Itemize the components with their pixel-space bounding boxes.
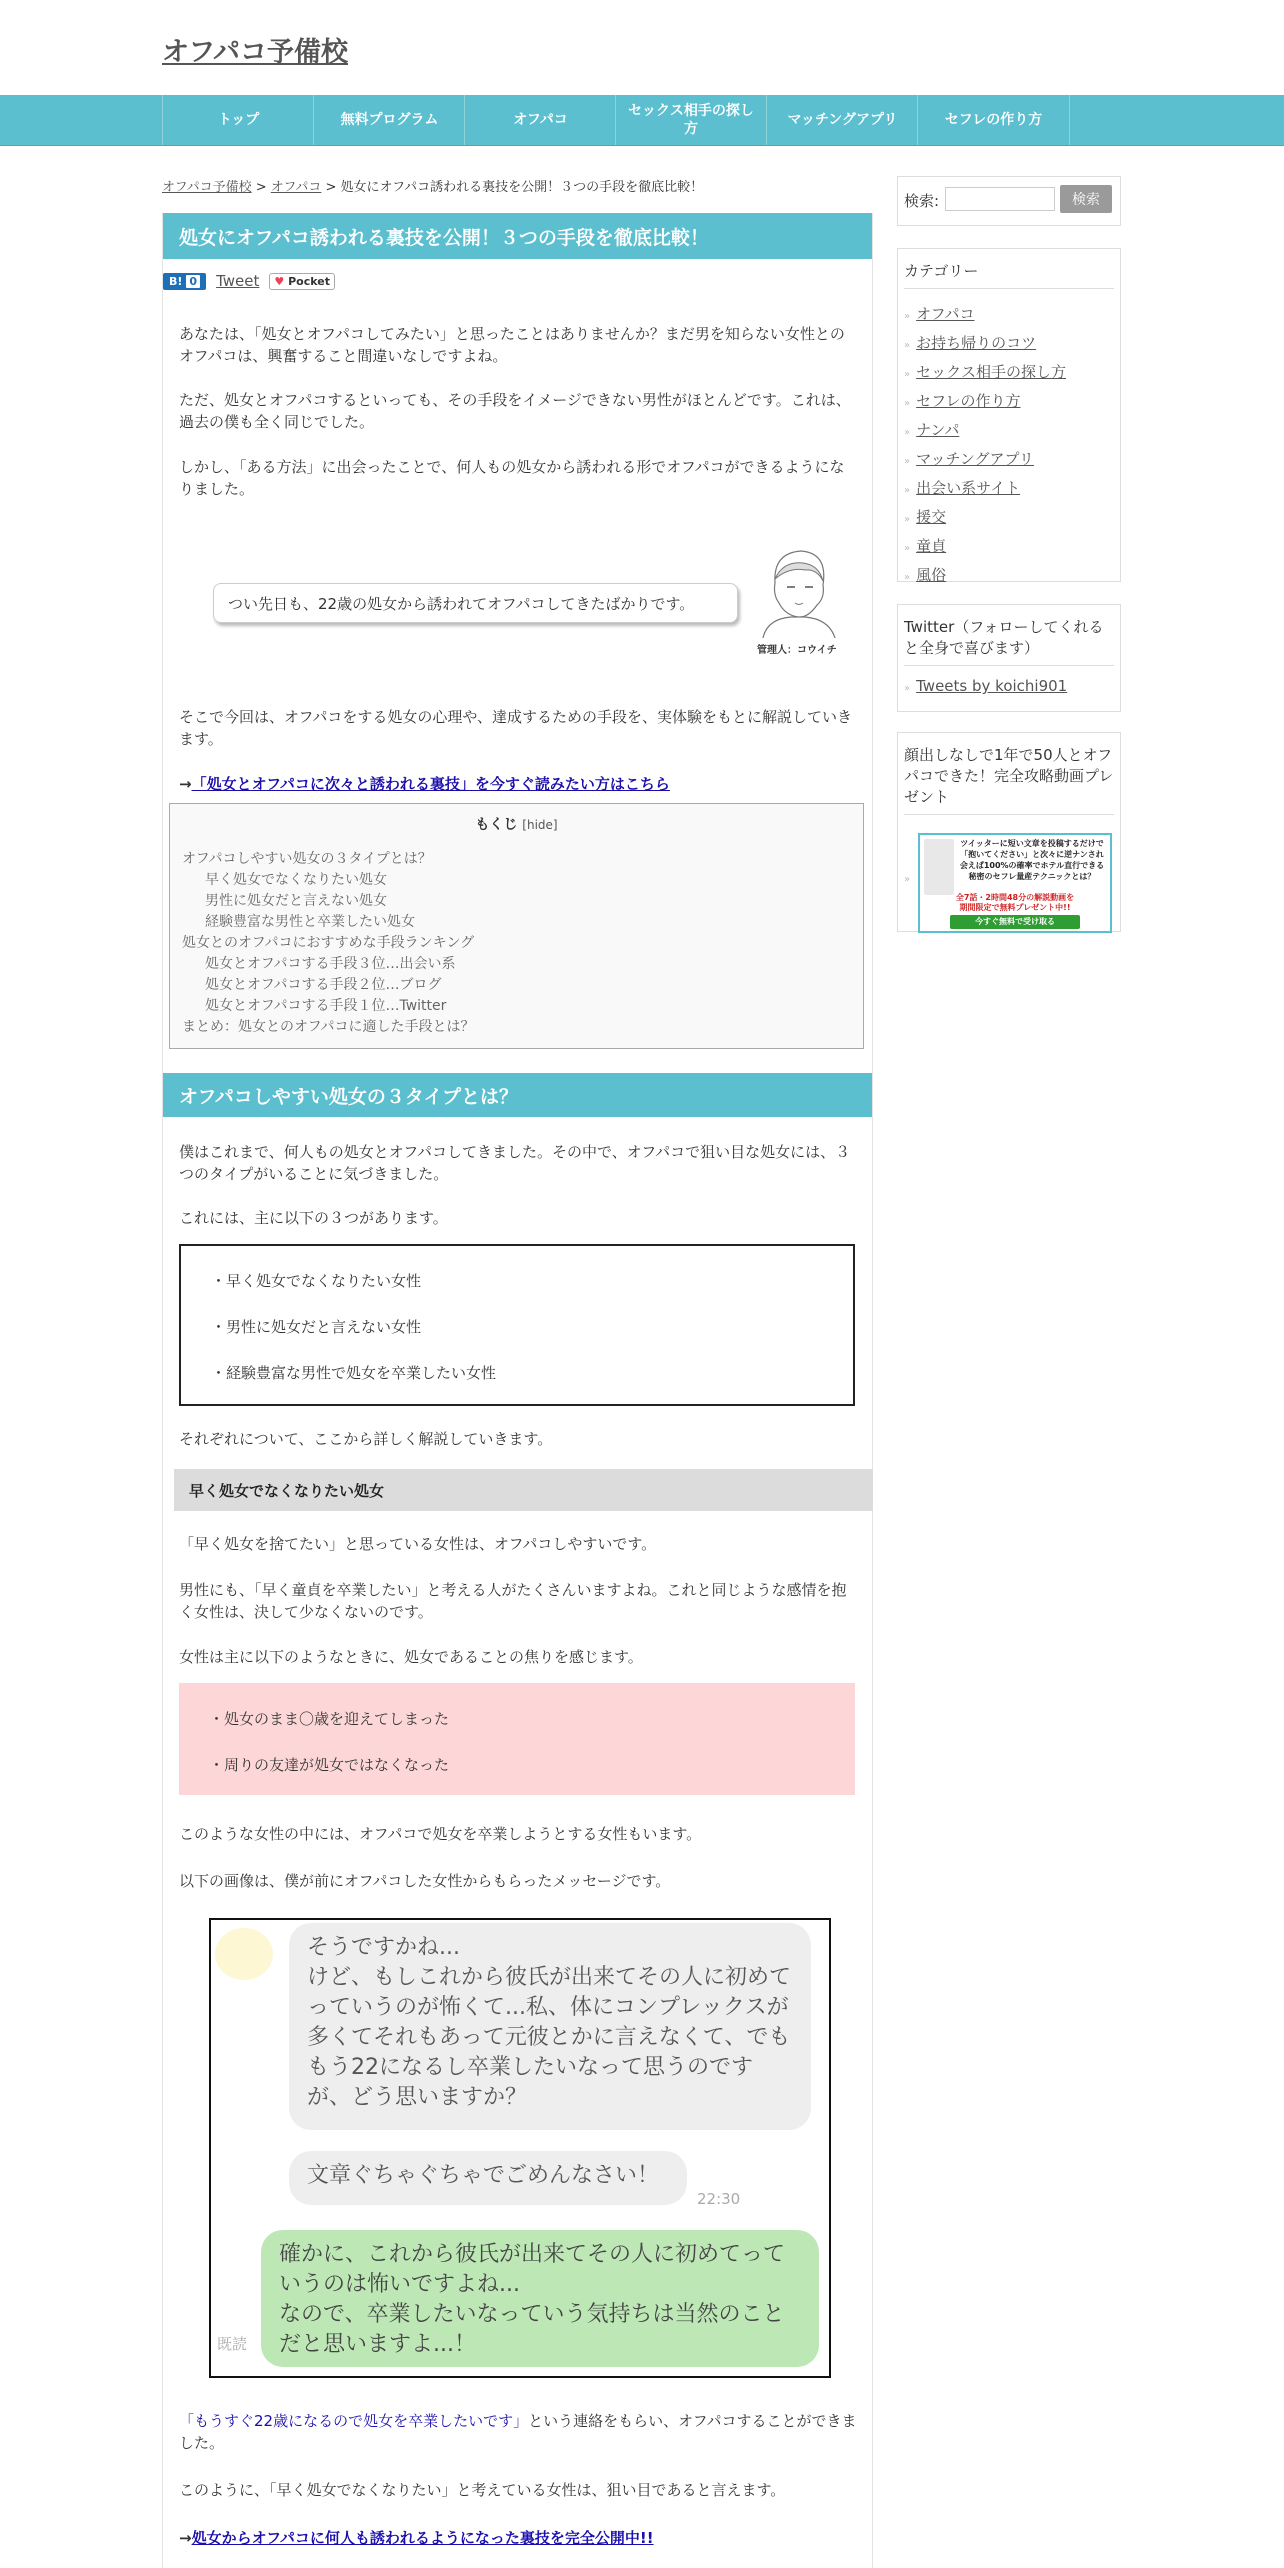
section-paragraph: 「早く処女を捨てたい」と思っている女性は、オフパコしやすいです。 [179,1535,657,1553]
intro-paragraph-2: ただ、処女とオフパコするといっても、その手段をイメージできない男性がほとんどです。これは、過去の僕も全く同じでした。 [179,391,851,431]
search-input[interactable] [945,187,1055,211]
table-of-contents [169,803,864,1049]
tweet-button[interactable]: Tweet [216,272,260,290]
toc-hide-toggle[interactable]: [hide] [522,818,558,832]
toc-item[interactable]: 処女とオフパコする手段１位…Twitter [205,998,447,1014]
banner-line: 会えば100%の確率でホテル直行できる [959,861,1105,870]
chat-message-received: 文章ぐちゃぐちゃでごめんなさい！ [289,2151,687,2205]
chat-timestamp: 22:30 [697,2190,741,2208]
toc-list [182,849,474,1038]
subsection-heading: 早く処女でなくなりたい処女 [174,1469,873,1511]
section-paragraph: 女性は主に以下のようなときに、処女であることの焦りを感じます。 [179,1648,643,1666]
toc-item[interactable]: 処女とオフパコする手段３位…出会い系 [205,956,456,972]
banner-photo [924,839,954,895]
twitter-list [904,673,1067,702]
admin-avatar-icon [753,543,843,638]
chat-avatar-icon [215,1928,273,1980]
category-link[interactable]: 出会い系サイト [916,479,1021,497]
nav-item-top[interactable]: トップ [162,95,314,145]
readmore-anchor[interactable]: 「処女とオフパコに次々と誘われる裏技」を今すぐ読みたい方はこちら [191,775,670,793]
banner-line: 全7話・2時間48分の解説動画を [955,893,1075,902]
chat-message-sent: 確かに、これから彼氏が出来てその人に初めてっていうのは怖いですよね... なので、卒業したいなっていう気持ちは当然のことだと思いますよ...！ [261,2230,819,2367]
category-link[interactable]: 風俗 [916,566,947,584]
intro-paragraph-4: そこで今回は、オフパコをする処女の心理や、達成するための手段を、実体験をもとに解説していきます。 [179,708,853,748]
nav-item-matching-app[interactable]: マッチングアプリ [766,95,918,145]
category-link[interactable]: お持ち帰りのコツ [916,334,1037,352]
nav-item-sefure[interactable]: セフレの作り方 [917,95,1070,145]
section-paragraph: 男性にも、「早く童貞を卒業したい」と考える人がたくさんいますよね。これと同じような感情を抱く女性は、決して少なくないのです。 [179,1581,847,1621]
quote-text: 「もうすぐ22歳になるので処女を卒業したいです」 [179,2412,529,2430]
chat-screenshot [209,1918,831,2378]
bullet-icon: » [904,874,911,885]
section-heading: オフパコしやすい処女の３タイプとは？ [163,1073,872,1117]
toc-item[interactable]: 早く処女でなくなりたい処女 [205,872,387,888]
section-paragraph: このような女性の中には、オフパコで処女を卒業しようとする女性もいます。 [179,1825,702,1843]
toc-item[interactable]: 経験豊富な男性と卒業したい処女 [205,914,415,930]
section-paragraph: これには、主に以下の３つがあります。 [179,1209,448,1227]
quote-rest: という連絡をもらい、オフパコすることができました。 [179,2412,857,2452]
bottom-link-anchor[interactable]: 処女からオフパコに何人も誘われるようになった裏技を完全公開中!! [191,2529,654,2547]
chat-read-status: 既読 [217,2335,248,2353]
main-navigation [0,95,1284,146]
list-item: ・処女のまま〇歳を迎えてしまった [209,1710,450,1728]
site-title[interactable]: オフパコ予備校 [162,37,349,68]
twitter-title: Twitter（フォローしてくれると全身で喜びます） [904,617,1114,666]
breadcrumb-home[interactable]: オフパコ予備校 [162,180,252,195]
category-link[interactable]: マッチングアプリ [916,450,1034,468]
pink-box [179,1683,855,1795]
article [162,213,873,2568]
admin-name: 管理人：コウイチ [757,645,837,656]
category-link[interactable]: ナンパ [916,421,960,439]
chat-message-received: そうですかね... けど、もしこれから彼氏が出来てその人に初めてっていうのが怖くて...私、体にコンプレックスが多くてそれもあって元彼とかに言えなくて、でももう22になるし卒業したいなって思うのですが、どう思いますか？ [289,1923,811,2130]
hatena-count: 0 [186,275,200,288]
hatena-bookmark-button[interactable] [163,273,206,290]
breadcrumb-category[interactable]: オフパコ [270,180,322,195]
section-paragraph: 僕はこれまで、何人もの処女とオフパコしてきました。その中で、オフパコで狙い目な処女には、３つのタイプがいることに気づきました。 [179,1143,851,1183]
promo-title: 顔出しなしで1年で50人とオフパコできた！完全攻略動画プレゼント [904,745,1114,815]
list-item: ・早く処女でなくなりたい女性 [211,1272,422,1290]
section-paragraph: このように、「早く処女でなくなりたい」と考えている女性は、狙い目であると言えます。 [179,2481,786,2499]
category-link[interactable]: セックス相手の探し方 [916,363,1066,381]
hatena-icon: B! [169,274,183,288]
category-list [904,301,1066,591]
toc-item[interactable]: まとめ：処女とのオフパコに適した手段とは？ [182,1019,475,1035]
pocket-label: Pocket [288,274,330,288]
readmore-link [179,773,670,794]
arrow-icon: → [179,2529,192,2547]
banner-line: 「抱いてください」と次々に逆ナンされ [960,850,1104,859]
promo-widget [897,732,1121,932]
banner-line: ツイッターに短い文章を投稿するだけで [960,839,1104,848]
category-title: カテゴリー [904,261,1114,289]
nav-item-free-program[interactable]: 無料プログラム [313,95,465,145]
breadcrumb-separator: > [255,180,267,195]
banner-line: 秘密のセフレ量産テクニックとは？ [968,872,1096,881]
search-label: 検索: [904,192,940,210]
category-link[interactable]: 童貞 [916,537,947,555]
nav-item-offpako[interactable]: オフパコ [464,95,616,145]
toc-item[interactable]: オフパコしやすい処女の３タイプとは？ [182,851,432,867]
bottom-link [179,2527,654,2548]
section-paragraph: それぞれについて、ここから詳しく解説していきます。 [179,1430,553,1448]
pocket-icon: ♥ [274,274,285,288]
search-widget [897,176,1121,226]
category-link[interactable]: オフパコ [916,305,975,323]
promo-banner[interactable] [918,833,1112,933]
intro-paragraph-3: しかし、「ある方法」に出会ったことで、何人もの処女から誘われる形でオフパコができるようになりました。 [179,458,845,498]
breadcrumb [162,176,703,195]
category-link[interactable]: 援交 [916,508,947,526]
nav-item-sex-partner[interactable]: セックス相手の探し方 [615,95,766,145]
toc-title: もくじ [475,817,518,833]
speech-balloon: つい先日も、22歳の処女から誘われてオフパコしてきたばかりです。 [213,583,738,623]
list-item: ・周りの友達が処女ではなくなった [209,1756,450,1774]
share-buttons [163,270,335,292]
arrow-icon: → [179,775,192,793]
toc-item[interactable]: 男性に処女だと言えない処女 [205,893,387,909]
article-title: 処女にオフパコ誘われる裏技を公開！３つの手段を徹底比較！ [163,213,872,259]
types-box [179,1244,855,1406]
list-item: ・経験豊富な男性で処女を卒業したい女性 [211,1364,497,1382]
banner-line: 期間限定で無料プレゼント中!! [959,903,1071,912]
twitter-widget [897,604,1121,712]
toc-item[interactable]: 処女とオフパコする手段２位…ブログ [205,977,442,993]
category-link[interactable]: セフレの作り方 [916,392,1021,410]
toc-item[interactable]: 処女とのオフパコにおすすめな手段ランキング [182,935,475,951]
banner-red-text [924,893,1106,913]
category-widget [897,248,1121,582]
list-item: ・男性に処女だと言えない女性 [211,1318,422,1336]
twitter-link[interactable]: Tweets by koichi901 [916,677,1068,695]
banner-cta-button[interactable]: 今すぐ無料で受け取る [950,915,1080,929]
breadcrumb-current: 処女にオフパコ誘われる裏技を公開！３つの手段を徹底比較！ [340,180,704,195]
intro-paragraph-1: あなたは、「処女とオフパコしてみたい」と思ったことはありませんか？まだ男を知らない女性とのオフパコは、興奮すること間違いなしですよね。 [179,325,845,365]
section-paragraph [179,2410,859,2454]
banner-text [956,838,1108,882]
pocket-button[interactable] [269,273,335,290]
breadcrumb-separator: > [325,180,337,195]
section-paragraph: 以下の画像は、僕が前にオフパコした女性からもらったメッセージです。 [179,1872,671,1890]
search-button[interactable]: 検索 [1060,185,1112,213]
